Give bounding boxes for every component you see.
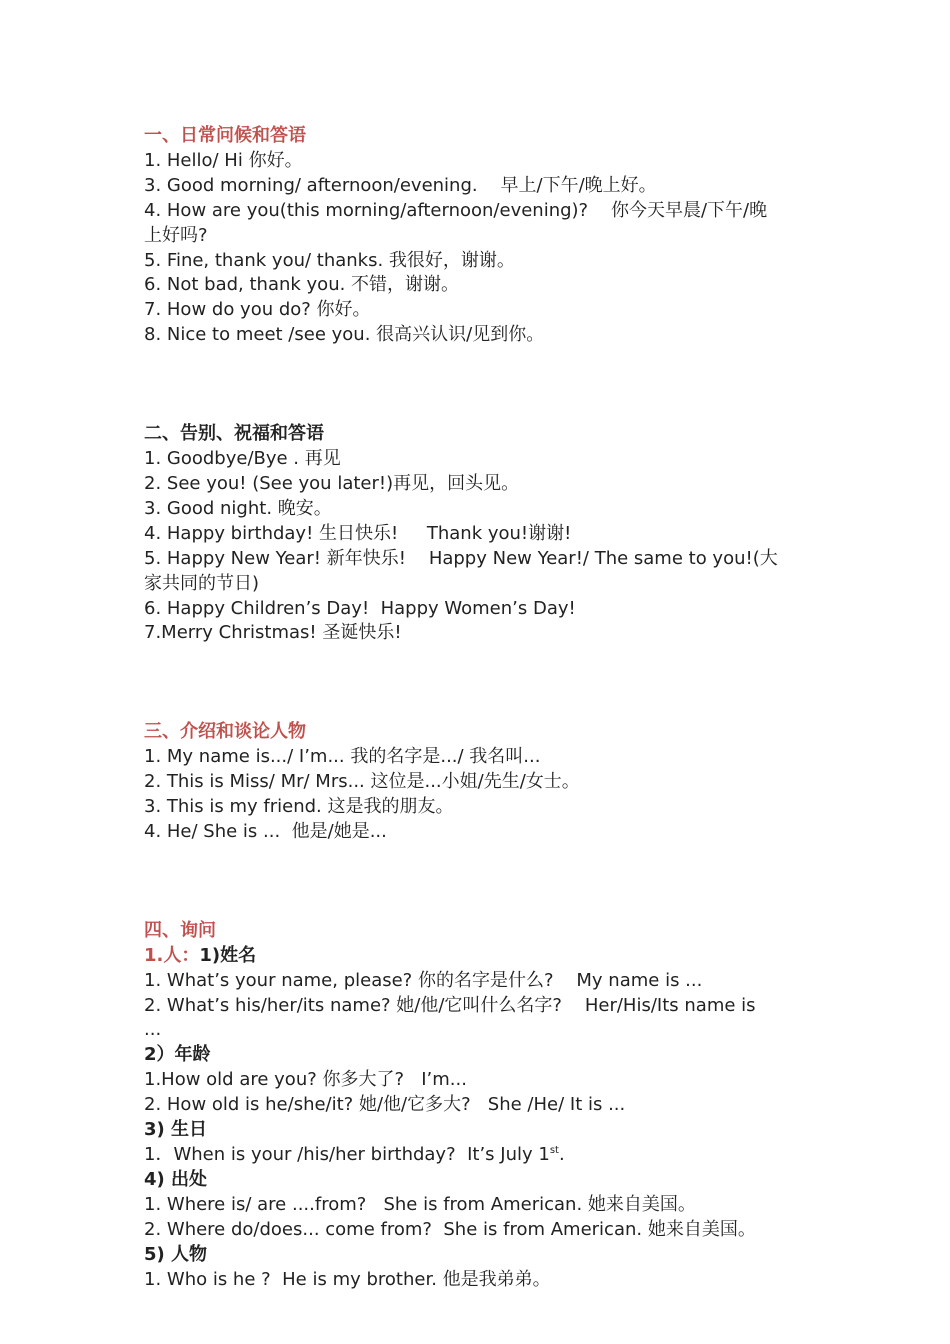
birthday-end: . [558, 1144, 565, 1165]
text-line-birthday [144, 1143, 814, 1168]
section-heading-inquiries: 四、询问 [144, 919, 216, 941]
sub-heading-origin: 4) 出处 [144, 1168, 208, 1190]
text-line: 3. Good morning/ afternoon/evening. 早上/下午/晚上好。 [144, 174, 657, 196]
text-line: 家共同的节日) [144, 572, 260, 594]
text-line: 3. This is my friend. 这是我的朋友。 [144, 796, 454, 818]
section-heading-greetings: 一、日常问候和答语 [144, 125, 306, 146]
text-line: 上好吗? [144, 224, 208, 246]
text-line: 6. Happy Children’s Day! Happy Women’s Day! [144, 597, 576, 619]
text-line: 4. He/ She is ... 他是/她是... [144, 820, 387, 842]
sub-heading-person-name [144, 944, 814, 969]
text-line: 1. What’s your name, please? 你的名字是什么? My name is ... [144, 969, 703, 991]
text-line: ... [144, 1019, 162, 1041]
text-line: 7. How do you do? 你好。 [144, 299, 371, 321]
text-line: 2. How old is he/she/it? 她/他/它多大? She /He/ It is ... [144, 1094, 626, 1116]
text-line: 4. How are you(this morning/afternoon/evening)? 你今天早晨/下午/晚 [144, 199, 768, 221]
text-line: 5. Fine, thank you/ thanks. 我很好，谢谢。 [144, 249, 515, 271]
text-line: 1. My name is.../ I’m... 我的名字是.../ 我名叫... [144, 746, 541, 768]
spacer [144, 646, 814, 720]
text-line: 7.Merry Christmas! 圣诞快乐! [144, 622, 402, 644]
text-line: 8. Nice to meet /see you. 很高兴认识/见到你。 [144, 324, 545, 346]
spacer [144, 348, 814, 422]
birthday-text: 1．When is your /his/her birthday? It’s July 1 [144, 1144, 550, 1165]
document-page [144, 124, 814, 1292]
sub-heading-age: 2）年龄 [144, 1044, 211, 1066]
sub-heading-name: 1)姓名 [199, 944, 257, 966]
text-line: 5. Happy New Year! 新年快乐! Happy New Year!/ The same to you!(大 [144, 547, 778, 569]
text-line: 4. Happy birthday! 生日快乐! Thank you!谢谢! [144, 522, 572, 544]
text-line: 2. Where do/does... come from? She is from American. 她来自美国。 [144, 1218, 756, 1240]
spacer [144, 845, 814, 919]
text-line: 1. Hello/ Hi 你好。 [144, 149, 303, 171]
text-line: 2. What’s his/her/its name? 她/他/它叫什么名字? Her/His/Its name is [144, 994, 756, 1016]
section-heading-introductions: 三、介绍和谈论人物 [144, 721, 306, 743]
sub-heading-person: 5) 人物 [144, 1243, 208, 1265]
sub-heading-birthday: 3) 生日 [144, 1119, 208, 1141]
birthday-ordinal: st [549, 1145, 559, 1156]
text-line: 3. Good night. 晚安。 [144, 497, 332, 519]
text-line: 1.How old are you? 你多大了? I’m... [144, 1069, 467, 1091]
text-line: 1. Who is he ? He is my brother. 他是我弟弟。 [144, 1268, 551, 1290]
text-line: 2. See you! (See you later!)再见，回头见。 [144, 472, 520, 494]
text-line: 2. This is Miss/ Mr/ Mrs... 这位是...小姐/先生/女士。 [144, 771, 580, 793]
section-heading-farewells: 二、告别、祝福和答语 [144, 423, 324, 445]
sub-heading-person: 1.人： [144, 944, 200, 966]
text-line: 1. Goodbye/Bye . 再见 [144, 448, 341, 470]
text-line: 1. Where is/ are ....from? She is from American. 她来自美国。 [144, 1193, 696, 1215]
text-line: 6. Not bad, thank you. 不错，谢谢。 [144, 274, 460, 296]
